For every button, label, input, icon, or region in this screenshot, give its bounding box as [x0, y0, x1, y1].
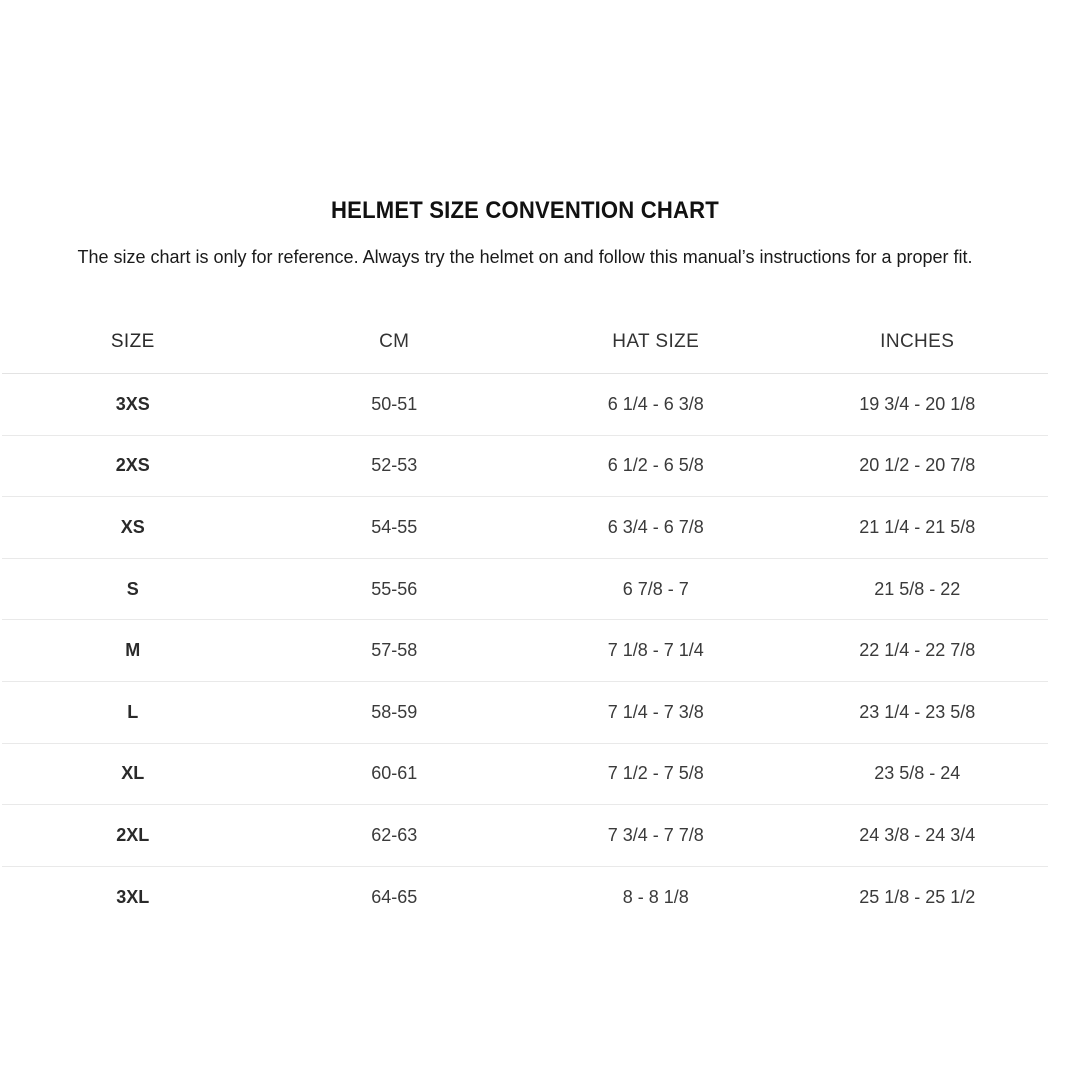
size-cell: XL [121, 763, 145, 784]
cm-cell: 52-53 [371, 455, 418, 476]
inches-cell: 19 3/4 - 20 1/8 [859, 393, 976, 414]
table-row [2, 620, 1048, 682]
cm-cell: 62-63 [371, 824, 418, 845]
size-cell: S [126, 578, 139, 599]
size-cell: 3XS [115, 393, 150, 414]
column-header-cm: CM [379, 331, 410, 352]
size-cell: 3XL [116, 887, 150, 908]
table-row [2, 867, 1048, 929]
hat-size-cell: 7 1/4 - 7 3/8 [607, 701, 704, 722]
table-row [2, 805, 1048, 867]
hat-size-cell: 7 1/8 - 7 1/4 [607, 640, 704, 661]
inches-cell: 24 3/8 - 24 3/4 [859, 824, 976, 845]
size-cell: L [127, 701, 139, 722]
hat-size-cell: 6 1/2 - 6 5/8 [607, 455, 704, 476]
size-cell: XS [120, 516, 145, 537]
inches-cell: 25 1/8 - 25 1/2 [859, 887, 976, 908]
cm-cell: 54-55 [371, 516, 418, 537]
cm-cell: 55-56 [371, 578, 418, 599]
page-subtitle: The size chart is only for reference. Always try the helmet on and follow this manual’s instructions for a proper fit. [77, 247, 973, 267]
table-header-row [2, 311, 1048, 374]
table-row [2, 559, 1048, 621]
cm-cell: 57-58 [371, 640, 418, 661]
hat-size-cell: 7 3/4 - 7 7/8 [607, 824, 704, 845]
hat-size-cell: 7 1/2 - 7 5/8 [607, 763, 704, 784]
cm-cell: 58-59 [371, 701, 418, 722]
cm-cell: 60-61 [371, 763, 418, 784]
inches-cell: 23 5/8 - 24 [874, 763, 961, 784]
column-header-hat-size: HAT SIZE [612, 331, 700, 352]
size-cell: 2XL [116, 824, 150, 845]
size-cell: M [125, 640, 141, 661]
hat-size-cell: 8 - 8 1/8 [622, 887, 689, 908]
inches-cell: 20 1/2 - 20 7/8 [859, 455, 976, 476]
inches-cell: 23 1/4 - 23 5/8 [859, 701, 976, 722]
table-row [2, 374, 1048, 436]
table-row [2, 497, 1048, 559]
hat-size-cell: 6 1/4 - 6 3/8 [607, 393, 704, 414]
hat-size-cell: 6 3/4 - 6 7/8 [607, 516, 704, 537]
size-cell: 2XS [115, 455, 150, 476]
cm-cell: 50-51 [371, 393, 418, 414]
table-row [2, 436, 1048, 498]
inches-cell: 22 1/4 - 22 7/8 [859, 640, 976, 661]
inches-cell: 21 5/8 - 22 [874, 578, 961, 599]
column-header-inches: INCHES [880, 331, 955, 352]
table-row [2, 682, 1048, 744]
page-title: HELMET SIZE CONVENTION CHART [331, 197, 719, 224]
hat-size-cell: 6 7/8 - 7 [622, 578, 689, 599]
size-table [2, 311, 1048, 928]
table-row [2, 744, 1048, 806]
column-header-size: SIZE [110, 331, 155, 352]
inches-cell: 21 1/4 - 21 5/8 [859, 516, 976, 537]
cm-cell: 64-65 [371, 887, 418, 908]
